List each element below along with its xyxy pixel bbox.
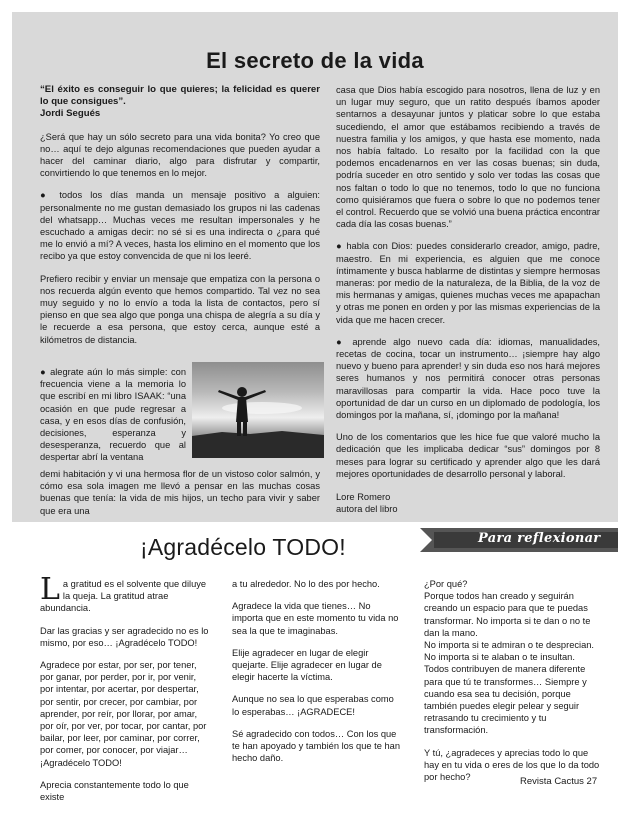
paragraph-dios: ● habla con Dios: puedes considerarlo creador, amigo, padre, maestro. En mi experiencia, es alguien que me conoce íntimamente y busca hablarme de distintas y siempre hermosas maneras: por medio de la naturaleza, de la Biblia, de la voz de mis hermanas y amigas, quienes muchas veces me apapachan y otras me ponen en orden y por las mismas experiencias de la vida que me hacen crecer. bbox=[336, 241, 600, 325]
paragraph-alegrate: ● alegrate aún lo más simple: con frecuencia viene a la memoria lo que escribí en mi libro ISAAK: “una ocasión en que pude regresar a casa, y en esos días de confusión, decisiones, esperanza y desesperanza, recuerdo que al despertar abrí la ventana bbox=[40, 367, 186, 463]
author-signature bbox=[336, 491, 398, 515]
paragraph-por-que: ¿Por qué? bbox=[424, 579, 468, 589]
author-role: autora del libro bbox=[336, 504, 398, 515]
epigraph-quote: “El éxito es conseguir lo que quieres; la felicidad es querer lo que consigues”. bbox=[40, 84, 320, 108]
author-name: Lore Romero bbox=[336, 492, 391, 502]
magazine-name: Revista Cactus bbox=[520, 776, 584, 787]
paragraph-elije: Elije agradecer en lugar de elegir quejarte. Elije agradecer en lugar de elegir hacerte la víctima. bbox=[232, 647, 382, 683]
page-number: 27 bbox=[586, 776, 598, 787]
epigraph-author: Jordi Segués bbox=[40, 108, 101, 120]
paragraph-gratitud: a gratitud es el solvente que diluye la queja. La gratitud atrae abundancia. bbox=[40, 579, 207, 614]
paragraph-alegrate-cont: demi habitación y vi una hermosa flor de un vistoso color salmón, y cómo esa sola imagen me llevó a pensar en las muchas cosas buenas que tenía: la vida de mis hijos, un techo para vivir y saber que era una bbox=[40, 469, 320, 516]
paragraph-admiran: No importa si te admiran o te desprecian. bbox=[424, 640, 595, 651]
paragraph-mensaje: ● todos los días manda un mensaje positivo a alguien: personalmente no me gustan demasiado los grupos ni las cadenas del whatsapp… Muchas veces me resultan impersonales y he escuchado a amigas decir: no sé si es una indirecta o ¿para qué me lo envió a mí? A veces, hasta los elimino en el momento que los recibo ya que estoy convencida de que ni los leeré. bbox=[40, 190, 320, 262]
paragraph-dar-gracias: Dar las gracias y ser agradecido no es lo mismo, por eso… ¡Agradécelo TODO! bbox=[40, 625, 209, 648]
paragraph-casa: casa que Dios había escogido para nosotros, llena de luz y en un lugar muy seguro, que un ratito después íbamos apoder sentarnos a desayunar juntos y platicar sobre lo que estaba sucediendo, el amor que estábamos recibiendo a través de nuestra familia y los amigos, y que hasta ese momento, nada nos había faltado. Lo resalto por la facilidad con la que podemos encadenarnos en ver las cosas buenas; sin duda, podría suceder en otro sentido y solo ver todas las cosas que nos faltan o todo lo que no tenemos, todo lo que no funciona como quisiéramos que fuera o sobre lo que no podemos tener el control. Recuerdo que se volvió una buena práctica encontrar cada día las cosas buenas.” bbox=[336, 85, 600, 230]
article-title: El secreto de la vida bbox=[206, 48, 424, 73]
right-column bbox=[336, 84, 600, 490]
paragraph-alrededor: a tu alrededor. No lo des por hecho. bbox=[232, 579, 380, 589]
paragraph-contribuyen: Todos contribuyen de manera diferente para que tú te transformes… Siempre y cuando esa sea tu decisión, porque también puedes elegir pelear y seguir retrasando tu crecimiento y tu transformación. bbox=[424, 664, 587, 736]
silhouette-photo bbox=[192, 362, 324, 458]
banner-label: Para reflexionar bbox=[478, 531, 601, 546]
paragraph-aprende: ● aprende algo nuevo cada día: idiomas, manualidades, recetas de cocina, tocar un instrumento… ¡siempre hay algo nuevo y bueno para aprender! y sin duda eso nos hará mejores seres humanos y nos permitirá conocer otras personas maravillosas para compartir la vida. Hace poco tuve la oportunidad de dar un curso en un diplomado de podología, los domingos por la mañana, sí, ¡domingo por la mañana! bbox=[336, 336, 600, 421]
column-1 bbox=[40, 572, 210, 813]
paragraph-y-tu: Y tú, ¿agradeces y aprecias todo lo que hay en tu vida o eres de los que lo da todo por hecho? bbox=[424, 747, 600, 783]
paragraph-prefiero: Prefiero recibir y enviar un mensaje que empatiza con la persona o nos recuerda algún evento que hemos compartido. Tal vez no sea muy seguido y no lo envío a toda la lista de contactos, pero sí pienso en que sea algo que ponga una chispa de alegría a su día y le recuerde a esa persona, que estoy cerca, aunque esté a kilómetros de distancia. bbox=[40, 273, 320, 345]
column-3 bbox=[424, 578, 600, 793]
page-footer bbox=[520, 776, 597, 787]
paragraph-aunque: Aunque no sea lo que esperabas como lo esperabas… ¡AGRADECE! bbox=[232, 694, 394, 717]
paragraph-agradece-por: Agradece por estar, por ser, por tener, por ganar, por perder, por ir, por venir, por intentar, por acertar, por despertar, por sentir, por crecer, por cambiar, por aprender, por reír, por llorar, por amar, por oír, por ver, por tocar, por cantar, por bailar, por leer, por caminar, por correr, por comer, por conocer, por viajar… bbox=[40, 660, 207, 756]
section-title: ¡Agradécelo TODO! bbox=[140, 534, 346, 560]
paragraph-alaban: No importa si te alaban o te insultan. bbox=[424, 652, 575, 663]
paragraph-porque-todos: Porque todos han creado y seguirán creando un espacio para que te puedas transformar. No importa si te dan o no te dan la mano. bbox=[424, 591, 591, 638]
paragraph-intro: ¿Será que hay un sólo secreto para una vida bonita? Yo creo que no… aquí te dejo algunas recomendaciones que pueden ayudar a hacer del caminar diario, algo para disfrutar y compartir, convirtiendo lo que tenemos en lo mejor. bbox=[40, 131, 320, 179]
column-2 bbox=[232, 578, 402, 774]
paragraph-comentarios: Uno de los comentarios que les hice fue que valoré mucho la dedicación que les implicaba dedicar “sus” domingos por 8 meses para lograr su certificado y aprender algo que les dará mejores oportunidades de desarrollo personal y laboral. bbox=[336, 432, 600, 479]
paragraph-se-agradecido: Sé agradecido con todos… Con los que te han apoyado y también los que te han hecho daño. bbox=[232, 728, 400, 764]
paragraph-aprecia: Aprecia constantemente todo lo que existe bbox=[40, 779, 189, 803]
drop-cap: L bbox=[40, 572, 60, 607]
paragraph-vida: Agradece la vida que tienes… No importa que en este momento tu vida no sea la que te imaginabas. bbox=[232, 601, 399, 636]
left-column bbox=[40, 84, 320, 356]
paragraph-agradecelo: ¡Agradécelo TODO! bbox=[40, 757, 122, 768]
